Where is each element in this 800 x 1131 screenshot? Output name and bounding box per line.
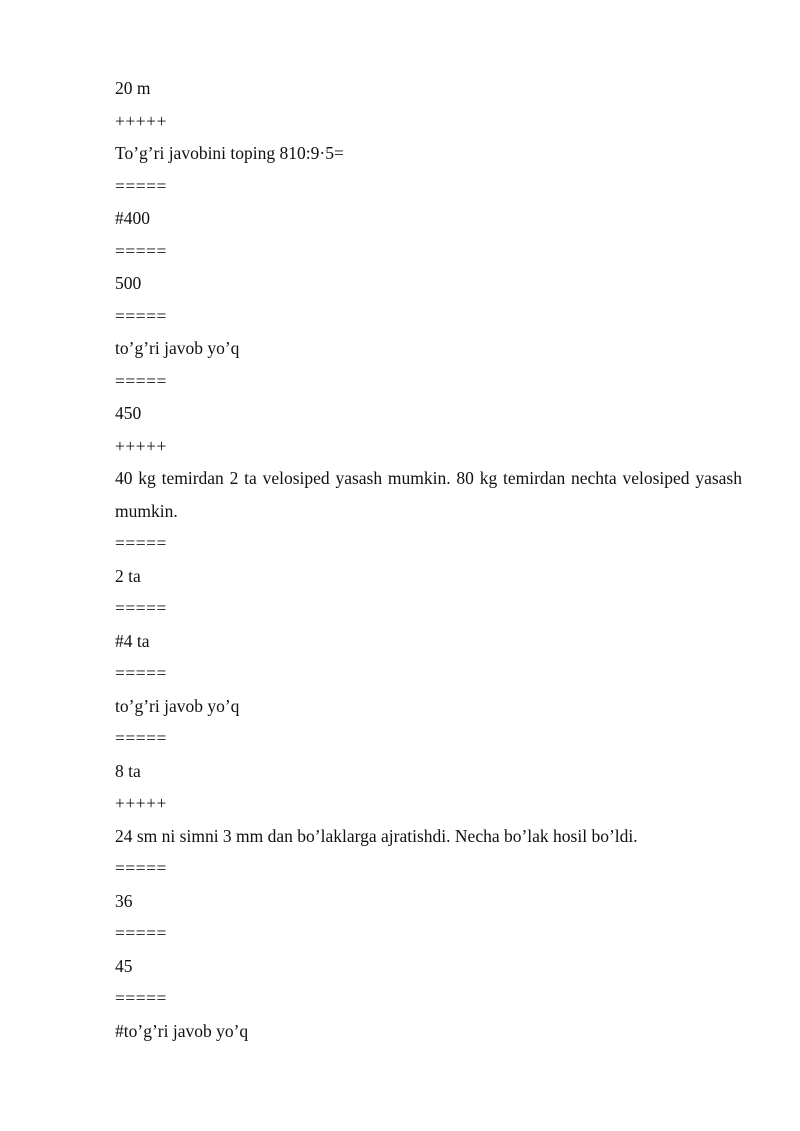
option-separator: =====	[115, 728, 167, 748]
answer-option: 450	[115, 403, 142, 423]
option-separator: =====	[115, 305, 167, 326]
answer-option: 36	[115, 890, 133, 911]
answer-option: 2 ta	[115, 565, 141, 586]
option-separator: =====	[115, 240, 167, 261]
answer-option-correct: #to’g’ri javob yo’q	[115, 1020, 249, 1041]
option-separator: =====	[115, 175, 167, 196]
question-text: 24 sm ni simni 3 mm dan bo’laklarga ajratishdi. Necha bo’lak hosil bo’ldi.	[115, 825, 638, 846]
option-separator: =====	[115, 533, 167, 553]
option-separator: =====	[115, 923, 167, 943]
option-separator: =====	[115, 598, 167, 618]
answer-option: to’g’ri javob yo’q	[115, 695, 240, 716]
option-separator: =====	[115, 663, 167, 683]
answer-option: to’g’ri javob yo’q	[115, 338, 240, 358]
option-separator: =====	[115, 858, 167, 878]
option-separator: =====	[115, 370, 167, 391]
question-text: To’g’ri javobini toping 810:9·5=	[115, 143, 344, 163]
question-text: 40 kg temirdan 2 ta velosiped yasash mumkin. 80 kg temirdan nechta velosiped yasash mumkin.	[115, 468, 742, 521]
answer-option-correct: #4 ta	[115, 630, 150, 651]
answer-option: 45	[115, 955, 133, 976]
option-separator: =====	[115, 988, 167, 1008]
answer-option: 20 m	[115, 78, 151, 98]
question-separator: +++++	[115, 793, 167, 813]
document-body	[115, 72, 742, 1047]
answer-option-correct: #400	[115, 208, 150, 228]
question-separator: +++++	[115, 110, 167, 131]
answer-option: 500	[115, 273, 142, 293]
answer-option: 8 ta	[115, 760, 141, 781]
question-separator: +++++	[115, 435, 167, 456]
